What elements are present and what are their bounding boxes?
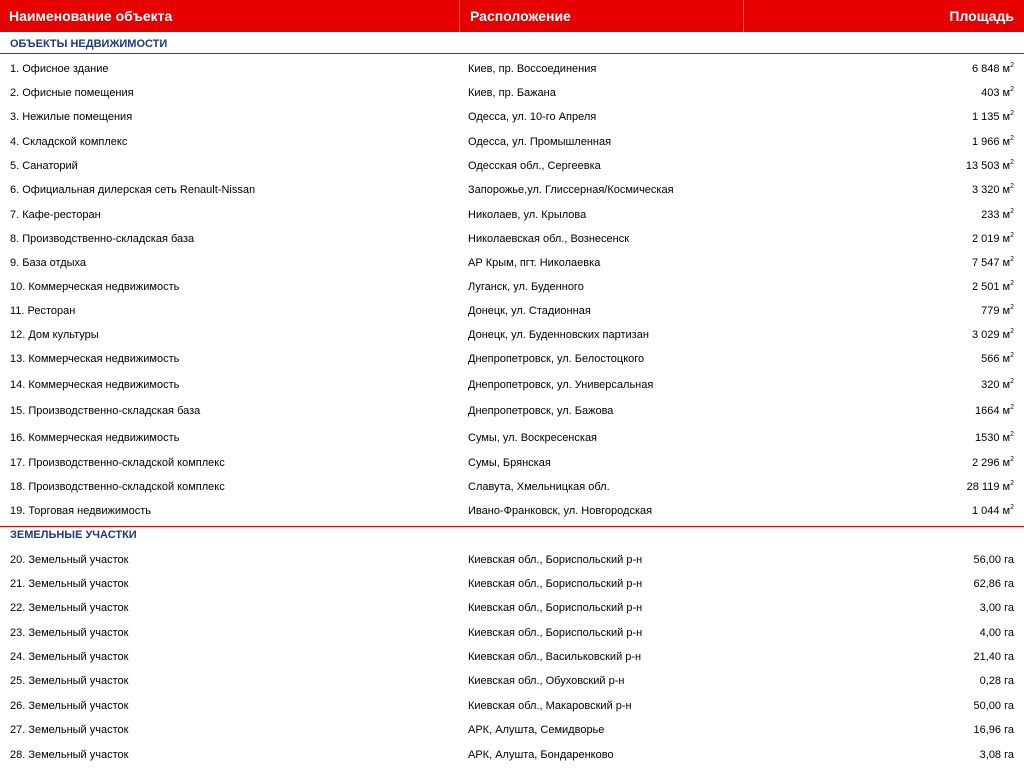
cell-area — [972, 501, 1014, 521]
unit-superscript: 2 — [1010, 159, 1014, 166]
header-location: Расположение — [470, 8, 571, 24]
cell-area — [981, 301, 1014, 321]
table-row — [0, 107, 1024, 127]
cell-area — [981, 349, 1014, 369]
cell-name: 4. Складской комплекс — [10, 136, 128, 148]
cell-location: Киев, пр. Бажана — [468, 87, 556, 99]
cell-area — [972, 132, 1014, 152]
cell-name: 23. Земельный участок — [10, 627, 129, 639]
cell-location: Киев, пр. Воссоединения — [468, 63, 597, 75]
cell-location: Днепропетровск, ул. Бажова — [468, 405, 614, 417]
cell-location: Киевская обл., Бориспольский р-н — [468, 578, 643, 590]
cell-name: 28. Земельный участок — [10, 749, 129, 761]
cell-name: 26. Земельный участок — [10, 700, 129, 712]
table-row — [0, 277, 1024, 297]
area-value: 403 м — [981, 87, 1011, 99]
area-value: 1 135 м — [971, 111, 1011, 123]
area-value: 28 119 м — [966, 481, 1011, 493]
cell-name: 5. Санаторий — [10, 160, 78, 172]
unit-superscript: 2 — [1010, 62, 1014, 69]
cell-area — [966, 156, 1014, 176]
cell-location: Киевская обл., Обуховский р-н — [468, 675, 625, 687]
cell-area — [980, 671, 1014, 691]
unit-superscript: 2 — [1010, 256, 1014, 263]
cell-name: 13. Коммерческая недвижимость — [10, 353, 180, 365]
table-row — [0, 325, 1024, 345]
cell-name: 3. Нежилые помещения — [10, 111, 133, 123]
table-row — [0, 647, 1024, 667]
cell-location: Киевская обл., Бориспольский р-н — [468, 627, 643, 639]
unit-superscript: 2 — [1010, 304, 1014, 311]
cell-area — [972, 253, 1014, 273]
header-name: Наименование объекта — [9, 8, 173, 24]
cell-location: Киевская обл., Васильковский р-н — [468, 651, 642, 663]
cell-location: Киевская обл., Макаровский р-н — [468, 700, 632, 712]
cell-name: 20. Земельный участок — [10, 554, 129, 566]
table-row — [0, 428, 1024, 448]
cell-area — [975, 428, 1014, 448]
cell-name: 16. Коммерческая недвижимость — [10, 432, 180, 444]
cell-location: Днепропетровск, ул. Белостоцкого — [468, 353, 645, 365]
header-divider — [743, 0, 744, 32]
cell-location: Николаев, ул. Крылова — [468, 209, 587, 221]
cell-location: Киевская обл., Бориспольский р-н — [468, 554, 643, 566]
cell-location: Сумы, Брянская — [468, 457, 551, 469]
table-row — [0, 401, 1024, 421]
cell-location: АРК, Алушта, Семидворье — [468, 724, 605, 736]
table-row — [0, 156, 1024, 176]
unit-superscript: 2 — [1010, 328, 1014, 335]
unit-superscript: 2 — [1010, 232, 1014, 239]
area-value: 2 501 м — [971, 281, 1011, 293]
cell-area — [981, 205, 1014, 225]
unit-superscript: 2 — [1010, 135, 1014, 142]
area-value: 50,00 га — [973, 700, 1014, 712]
unit-superscript: 2 — [1010, 378, 1014, 385]
area-value: 1530 м — [975, 432, 1011, 444]
cell-area — [981, 375, 1014, 395]
cell-location: Одесса, ул. 10-го Апреля — [468, 111, 597, 123]
cell-location: Днепропетровск, ул. Универсальная — [468, 379, 654, 391]
cell-name: 7. Кафе-ресторан — [10, 209, 101, 221]
cell-location: АРК, Алушта, Бондаренково — [468, 749, 614, 761]
table-row — [0, 180, 1024, 200]
cell-location: Одесская обл., Сергеевка — [468, 160, 601, 172]
cell-name: 27. Земельный участок — [10, 724, 129, 736]
table-row — [0, 696, 1024, 716]
cell-area — [967, 477, 1014, 497]
table-row — [0, 59, 1024, 79]
unit-superscript: 2 — [1010, 404, 1014, 411]
unit-superscript: 2 — [1010, 504, 1014, 511]
cell-name: 11. Ресторан — [10, 305, 76, 317]
cell-location: Луганск, ул. Буденного — [468, 281, 584, 293]
cell-name: 10. Коммерческая недвижимость — [10, 281, 180, 293]
table-row — [0, 574, 1024, 594]
area-value: 3 029 м — [971, 329, 1011, 341]
section-divider — [0, 53, 1024, 54]
cell-area — [972, 325, 1014, 345]
area-value: 3,00 га — [979, 602, 1014, 614]
area-value: 56,00 га — [973, 554, 1014, 566]
unit-superscript: 2 — [1010, 280, 1014, 287]
cell-area — [972, 453, 1014, 473]
table-row — [0, 375, 1024, 395]
area-value: 0,28 га — [979, 675, 1014, 687]
table-row — [0, 83, 1024, 103]
table-row — [0, 253, 1024, 273]
cell-location: Донецк, ул. Буденновских партизан — [468, 329, 649, 341]
cell-area — [974, 550, 1014, 570]
cell-area — [980, 623, 1014, 643]
cell-area — [975, 401, 1014, 421]
cell-area — [980, 598, 1014, 618]
area-value: 1 044 м — [971, 505, 1011, 517]
area-value: 1 966 м — [971, 136, 1011, 148]
cell-location: Славута, Хмельницкая обл. — [468, 481, 610, 493]
unit-superscript: 2 — [1010, 431, 1014, 438]
table-row — [0, 550, 1024, 570]
cell-area — [974, 696, 1014, 716]
section-divider — [0, 526, 1024, 527]
area-value: 320 м — [981, 379, 1011, 391]
unit-superscript: 2 — [1010, 352, 1014, 359]
table-row — [0, 745, 1024, 765]
area-value: 1664 м — [975, 405, 1011, 417]
cell-location: Запорожье,ул. Глиссерная/Космическая — [468, 184, 674, 196]
table-row — [0, 720, 1024, 740]
cell-name: 8. Производственно-складская база — [10, 233, 195, 245]
table-row — [0, 477, 1024, 497]
cell-name: 2. Офисные помещения — [10, 87, 134, 99]
cell-area — [980, 745, 1014, 765]
cell-name: 6. Официальная дилерская сеть Renault-Nissan — [10, 184, 256, 196]
cell-area — [974, 720, 1014, 740]
cell-area — [972, 180, 1014, 200]
area-value: 7 547 м — [971, 257, 1011, 269]
table-row — [0, 229, 1024, 249]
section-land-title: ЗЕМЕЛЬНЫЕ УЧАСТКИ — [10, 529, 137, 541]
table-row — [0, 501, 1024, 521]
cell-name: 1. Офисное здание — [10, 63, 109, 75]
area-value: 6 848 м — [971, 63, 1011, 75]
table-row — [0, 205, 1024, 225]
cell-location: Ивано-Франковск, ул. Новгородская — [468, 505, 653, 517]
cell-name: 17. Производственно-складской комплекс — [10, 457, 225, 469]
cell-name: 15. Производственно-складская база — [10, 405, 201, 417]
cell-area — [972, 107, 1014, 127]
unit-superscript: 2 — [1010, 110, 1014, 117]
cell-name: 25. Земельный участок — [10, 675, 129, 687]
cell-name: 14. Коммерческая недвижимость — [10, 379, 180, 391]
table-row — [0, 132, 1024, 152]
cell-location: Сумы, ул. Воскресенская — [468, 432, 598, 444]
section-realty-title: ОБЪЕКТЫ НЕДВИЖИМОСТИ — [10, 38, 168, 50]
area-value: 779 м — [981, 305, 1011, 317]
cell-name: 22. Земельный участок — [10, 602, 129, 614]
cell-name: 21. Земельный участок — [10, 578, 129, 590]
table-row — [0, 671, 1024, 691]
unit-superscript: 2 — [1010, 86, 1014, 93]
cell-location: АР Крым, пгт. Николаевка — [468, 257, 601, 269]
area-value: 4,00 га — [979, 627, 1014, 639]
cell-area — [974, 647, 1014, 667]
cell-location: Николаевская обл., Вознесенск — [468, 233, 630, 245]
table-row — [0, 623, 1024, 643]
cell-name: 18. Производственно-складской комплекс — [10, 481, 225, 493]
cell-location: Донецк, ул. Стадионная — [468, 305, 591, 317]
table-row — [0, 301, 1024, 321]
area-value: 2 019 м — [971, 233, 1011, 245]
unit-superscript: 2 — [1010, 208, 1014, 215]
area-value: 3 320 м — [971, 184, 1011, 196]
table-row — [0, 349, 1024, 369]
cell-name: 12. Дом культуры — [10, 329, 99, 341]
unit-superscript: 2 — [1010, 183, 1014, 190]
area-value: 13 503 м — [965, 160, 1011, 172]
cell-area — [981, 83, 1014, 103]
cell-location: Одесса, ул. Промышленная — [468, 136, 612, 148]
area-value: 233 м — [981, 209, 1011, 221]
cell-area — [972, 59, 1014, 79]
cell-area — [972, 229, 1014, 249]
cell-area — [972, 277, 1014, 297]
section-land — [0, 525, 1024, 545]
cell-location: Киевская обл., Бориспольский р-н — [468, 602, 643, 614]
table-row — [0, 598, 1024, 618]
area-value: 16,96 га — [973, 724, 1014, 736]
area-value: 21,40 га — [973, 651, 1014, 663]
table-row — [0, 453, 1024, 473]
cell-name: 9. База отдыха — [10, 257, 87, 269]
cell-area — [974, 574, 1014, 594]
section-realty — [0, 34, 1024, 54]
area-value: 2 296 м — [971, 457, 1011, 469]
header-divider — [459, 0, 460, 32]
area-value: 566 м — [981, 353, 1011, 365]
unit-superscript: 2 — [1010, 480, 1014, 487]
table-header — [0, 0, 1024, 32]
header-area: Площадь — [949, 8, 1014, 24]
area-value: 3,08 га — [979, 749, 1014, 761]
cell-name: 19. Торговая недвижимость — [10, 505, 151, 517]
cell-name: 24. Земельный участок — [10, 651, 129, 663]
area-value: 62,86 га — [973, 578, 1014, 590]
unit-superscript: 2 — [1010, 456, 1014, 463]
